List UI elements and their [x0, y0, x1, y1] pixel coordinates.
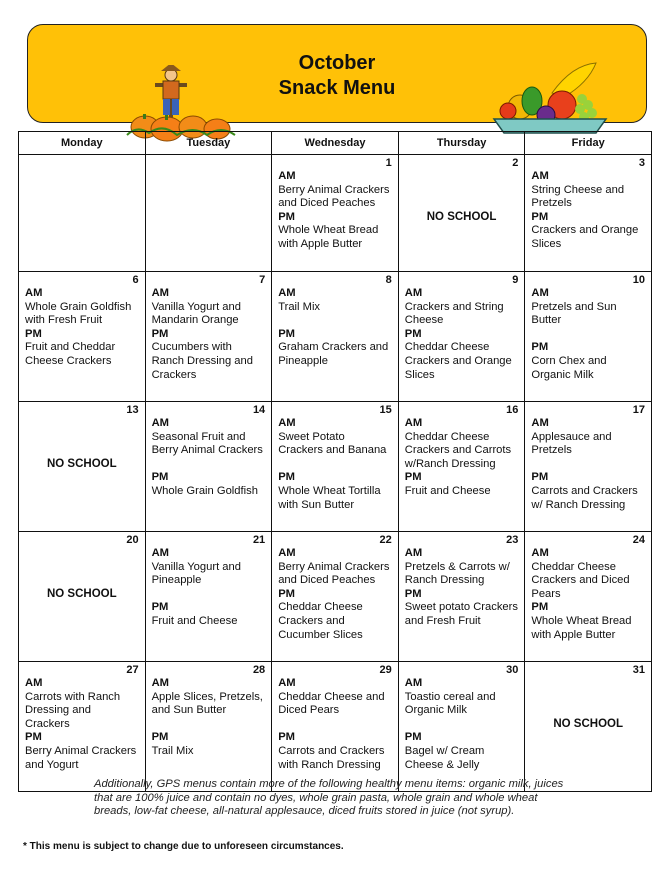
spacer [152, 588, 266, 602]
date-number: 15 [379, 404, 392, 416]
date-number: 8 [385, 274, 392, 286]
pm-snack: Sweet potato Crackers and Fresh Fruit [404, 601, 518, 627]
date-number: 23 [506, 534, 519, 546]
date-number: 16 [506, 404, 519, 416]
week-row [19, 532, 652, 662]
spacer [531, 458, 645, 472]
am-label: AM [404, 677, 423, 689]
pm-label: PM [151, 471, 169, 484]
date-number: 21 [252, 534, 266, 546]
day-cell [272, 662, 399, 792]
date-number: 29 [379, 664, 392, 676]
day-cell [19, 532, 146, 662]
pm-label: PM [531, 471, 549, 484]
pm-label: PM [151, 601, 169, 614]
am-snack: Cheddar Cheese Crackers and Diced Pears [531, 560, 630, 600]
pm-snack: Carrots and Crackers with Ranch Dressing [278, 744, 385, 771]
am-label: AM [404, 287, 423, 299]
am-snack: Sweet Potato Crackers and Banana [278, 430, 387, 457]
pm-label: PM [151, 731, 169, 744]
pm-label: PM [531, 601, 549, 614]
am-label: AM [278, 417, 296, 429]
calendar-body [19, 155, 652, 792]
day-cell [398, 532, 525, 662]
am-label: AM [151, 677, 169, 689]
menu-banner [27, 24, 647, 123]
disclaimer: * This menu is subject to change due to unforeseen circumstances. [23, 841, 344, 852]
day-cell [272, 155, 399, 272]
pm-snack: Carrots and Crackers w/ Ranch Dressing [531, 484, 638, 511]
date-number: 22 [379, 534, 392, 546]
am-label: AM [278, 170, 296, 182]
pm-label: PM [278, 327, 295, 340]
am-label: AM [278, 287, 296, 299]
am-label: AM [25, 677, 43, 689]
day-cell [525, 272, 652, 402]
spacer [152, 458, 266, 472]
week-row [19, 272, 652, 402]
week-row [19, 155, 652, 272]
date-number: 10 [632, 274, 645, 286]
day-cell [145, 532, 272, 662]
am-label: AM [151, 417, 169, 429]
pm-snack: Whole Wheat Bread with Apple Butter [278, 224, 379, 250]
day-cell [525, 662, 652, 792]
day-cell [19, 402, 146, 532]
am-label: AM [151, 547, 169, 559]
pm-label: PM [531, 341, 549, 354]
am-label: AM [531, 170, 549, 182]
day-cell [398, 155, 525, 272]
date-number: 20 [126, 534, 139, 546]
am-label: AM [531, 417, 549, 429]
no-school-label: NO SCHOOL [46, 588, 117, 600]
am-snack: Cheddar Cheese Crackers and Carrots w/Ranch Dressing [404, 430, 512, 470]
title-line-1: October [298, 52, 376, 74]
date-number: 2 [512, 157, 519, 169]
pm-label: PM [531, 210, 549, 223]
pm-snack: Crackers and Orange Slices [531, 224, 639, 250]
day-header: Monday [19, 132, 146, 155]
pm-snack: Berry Animal Crackers and Yogurt [25, 744, 137, 771]
am-snack: Pretzels & Carrots w/ Ranch Dressing [404, 560, 510, 587]
am-snack: Whole Grain Goldfish with Fresh Fruit [25, 300, 132, 327]
week-row [19, 662, 652, 792]
spacer [278, 314, 392, 328]
day-header: Friday [525, 132, 652, 155]
empty-day-cell [145, 155, 272, 272]
pm-snack: Graham Crackers and Pineapple [278, 341, 389, 367]
title-line-2: Snack Menu [278, 77, 396, 99]
date-number: 31 [632, 664, 645, 676]
pm-snack: Fruit and Cheese [404, 484, 491, 497]
pm-label: PM [278, 210, 295, 223]
pm-snack: Cucumbers with Ranch Dressing and Crackers [151, 341, 253, 381]
date-number: 13 [126, 404, 139, 416]
am-snack: String Cheese and Pretzels [531, 183, 625, 210]
am-label: AM [531, 547, 549, 559]
pm-label: PM [404, 731, 422, 744]
fruit-bowl-icon [490, 59, 610, 139]
day-header: Tuesday [145, 132, 272, 155]
am-snack: Vanilla Yogurt and Mandarin Orange [151, 300, 241, 327]
pm-label: PM [278, 471, 295, 484]
spacer [278, 718, 392, 732]
day-cell [398, 662, 525, 792]
spacer [531, 328, 645, 342]
am-snack: Applesauce and Pretzels [531, 430, 612, 457]
date-number: 28 [252, 664, 266, 676]
weekday-header-row [19, 132, 652, 155]
pm-label: PM [25, 327, 42, 340]
pm-snack: Trail Mix [151, 744, 194, 757]
day-cell [525, 532, 652, 662]
pm-label: PM [278, 587, 295, 600]
day-cell [145, 272, 272, 402]
day-cell [19, 662, 146, 792]
pm-snack: Cheddar Cheese Crackers and Cucumber Slices [278, 601, 363, 641]
day-cell [272, 272, 399, 402]
am-label: AM [151, 287, 169, 299]
date-number: 9 [512, 274, 519, 286]
pm-snack: Whole Grain Goldfish [151, 484, 258, 497]
spacer [405, 718, 519, 732]
no-school-label: NO SCHOOL [553, 718, 623, 730]
am-snack: Toastio cereal and Organic Milk [404, 690, 496, 717]
no-school-label: NO SCHOOL [426, 211, 497, 223]
pm-snack: Cheddar Cheese Crackers and Orange Slices [404, 341, 512, 381]
pm-snack: Whole Wheat Tortilla with Sun Butter [278, 484, 381, 511]
week-row [19, 402, 652, 532]
day-header: Wednesday [272, 132, 399, 155]
pm-label: PM [25, 731, 42, 744]
day-header: Thursday [398, 132, 525, 155]
date-number: 6 [132, 274, 139, 286]
pm-snack: Corn Chex and Organic Milk [531, 354, 607, 381]
am-snack: Crackers and String Cheese [404, 300, 504, 327]
am-snack: Seasonal Fruit and Berry Animal Crackers [151, 430, 263, 457]
date-number: 24 [632, 534, 645, 546]
am-label: AM [404, 547, 423, 559]
am-label: AM [404, 417, 423, 429]
am-snack: Trail Mix [278, 300, 321, 313]
date-number: 17 [632, 404, 645, 416]
am-snack: Berry Animal Crackers and Diced Peaches [278, 560, 390, 587]
spacer [152, 718, 266, 732]
footnote: Additionally, GPS menus contain more of the following healthy menu items: organic milk, juices that are 100% juice and contain no dyes, whole grain pasta, whole grain and whole wheat breads, low-fat cheese, all-natural applesauce, diced fruits stored in juice (not syrup). [94, 778, 564, 818]
am-snack: Cheddar Cheese and Diced Pears [278, 690, 385, 717]
am-snack: Vanilla Yogurt and Pineapple [151, 560, 241, 587]
pm-snack: Bagel w/ Cream Cheese & Jelly [404, 744, 485, 771]
pm-snack: Whole Wheat Bread with Apple Butter [531, 614, 632, 641]
am-snack: Berry Animal Crackers and Diced Peaches [278, 183, 390, 210]
pm-label: PM [404, 471, 422, 484]
date-number: 7 [259, 274, 266, 286]
am-label: AM [278, 547, 296, 559]
day-cell [145, 662, 272, 792]
empty-day-cell [19, 155, 146, 272]
date-number: 30 [506, 664, 519, 676]
am-label: AM [531, 287, 549, 299]
pm-snack: Fruit and Cheese [151, 614, 238, 627]
date-number: 14 [252, 404, 266, 416]
day-cell [272, 532, 399, 662]
pm-snack: Fruit and Cheddar Cheese Crackers [25, 341, 116, 367]
snack-calendar [18, 131, 652, 792]
spacer [278, 458, 392, 472]
day-cell [398, 402, 525, 532]
day-cell [272, 402, 399, 532]
pm-label: PM [151, 327, 169, 340]
date-number: 27 [126, 664, 139, 676]
day-cell [525, 402, 652, 532]
am-snack: Pretzels and Sun Butter [531, 300, 617, 327]
date-number: 1 [385, 157, 392, 169]
day-cell [145, 402, 272, 532]
day-cell [19, 272, 146, 402]
day-cell [525, 155, 652, 272]
no-school-label: NO SCHOOL [46, 458, 117, 470]
pm-label: PM [404, 587, 422, 600]
pm-label: PM [404, 327, 422, 340]
am-snack: Apple Slices, Pretzels, and Sun Butter [151, 690, 263, 717]
am-snack: Carrots with Ranch Dressing and Crackers [25, 690, 121, 730]
am-label: AM [278, 677, 296, 689]
am-label: AM [25, 287, 43, 299]
pm-label: PM [278, 731, 295, 744]
date-number: 3 [638, 157, 645, 169]
day-cell [398, 272, 525, 402]
